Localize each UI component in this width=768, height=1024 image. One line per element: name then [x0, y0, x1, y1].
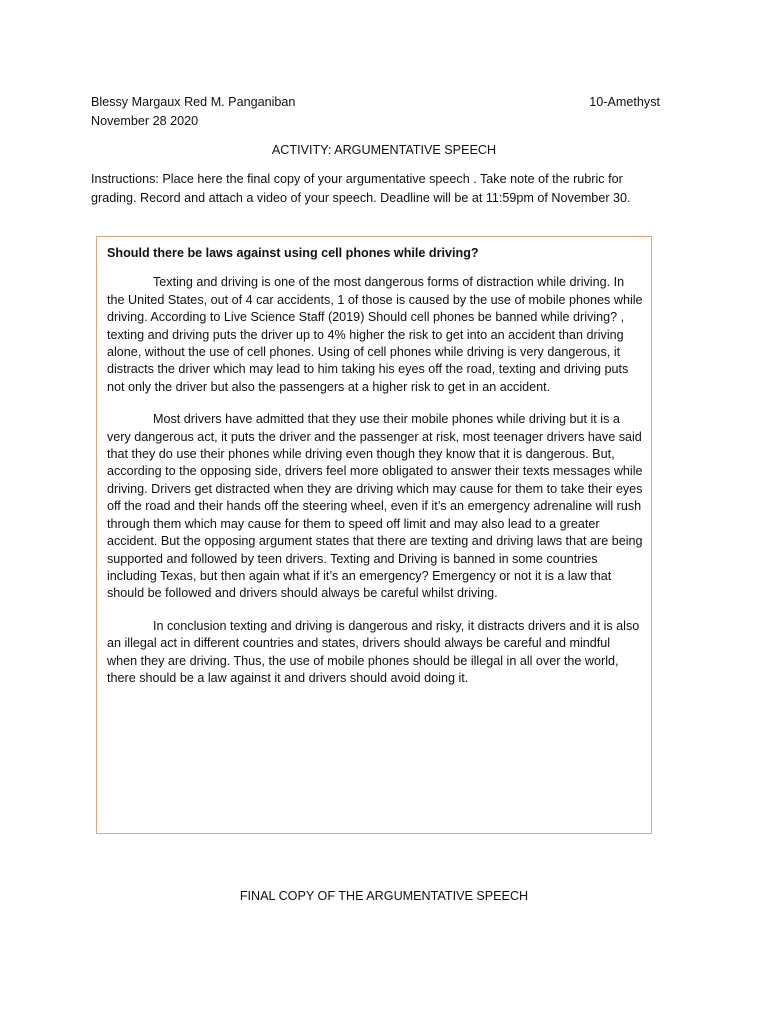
- footer-caption: FINAL COPY OF THE ARGUMENTATIVE SPEECH: [239, 889, 529, 903]
- speech-text-box: [96, 236, 652, 834]
- section-label: 10-Amethyst: [589, 95, 660, 109]
- speech-question: Should there be laws against using cell phones while driving?: [107, 246, 479, 260]
- activity-title: ACTIVITY: ARGUMENTATIVE SPEECH: [271, 143, 497, 157]
- speech-paragraph-2: Most drivers have admitted that they use their mobile phones while driving but it is a very dangerous act, it puts the driver and the passenger at risk, most teenager drivers have said that they do use their phones while driving even though they know that it is dangerous. But, according to the opposing side, drivers feel more obligated to answer their texts messages while driving. Drivers get distracted when they are driving which may cause for them to take their eyes off the road and their hands off the steering wheel, even if it’s an emergency adrenaline will rush through them which may cause for them to speed off limit and may also lead to a greater accident. But the opposing argument states that there are texting and driving laws that are being supported and followed by teen drivers. Texting and Driving is banned in some countries including Texas, but then again what if it’s an emergency? Emergency or not it is a law that should be followed and drivers should always be careful whilst driving.: [107, 412, 643, 601]
- submission-date: November 28 2020: [91, 114, 199, 128]
- student-name: Blessy Margaux Red M. Panganiban: [91, 95, 296, 109]
- speech-content: [107, 245, 643, 702]
- header-row: [91, 93, 660, 111]
- speech-paragraph-1: Texting and driving is one of the most dangerous forms of distraction while driving. In the United States, out of 4 car accidents, 1 of those is caused by the use of mobile phones while driving. According to Live Science Staff (2019) Should cell phones be banned while driving? , texting and driving puts the driver up to 4% higher the risk to get into an accident than driving alone, without the use of cell phones. Using of cell phones while driving is very dangerous, it distracts the driver which may lead to him taking his eyes off the road, texting and driving puts not only the driver but also the passengers at a higher risk to get in an accident.: [107, 275, 643, 394]
- instructions-text: Instructions: Place here the final copy of your argumentative speech . Take note of the rubric for grading. Record and attach a video of your speech. Deadline will be at 11:59pm of November 30.: [91, 172, 631, 205]
- speech-paragraph-3: In conclusion texting and driving is dangerous and risky, it distracts drivers and it is also an illegal act in different countries and states, drivers should always be careful and mindful when they are driving. Thus, the use of mobile phones should be illegal in all over the world, there should be a law against it and drivers should avoid doing it.: [107, 618, 640, 685]
